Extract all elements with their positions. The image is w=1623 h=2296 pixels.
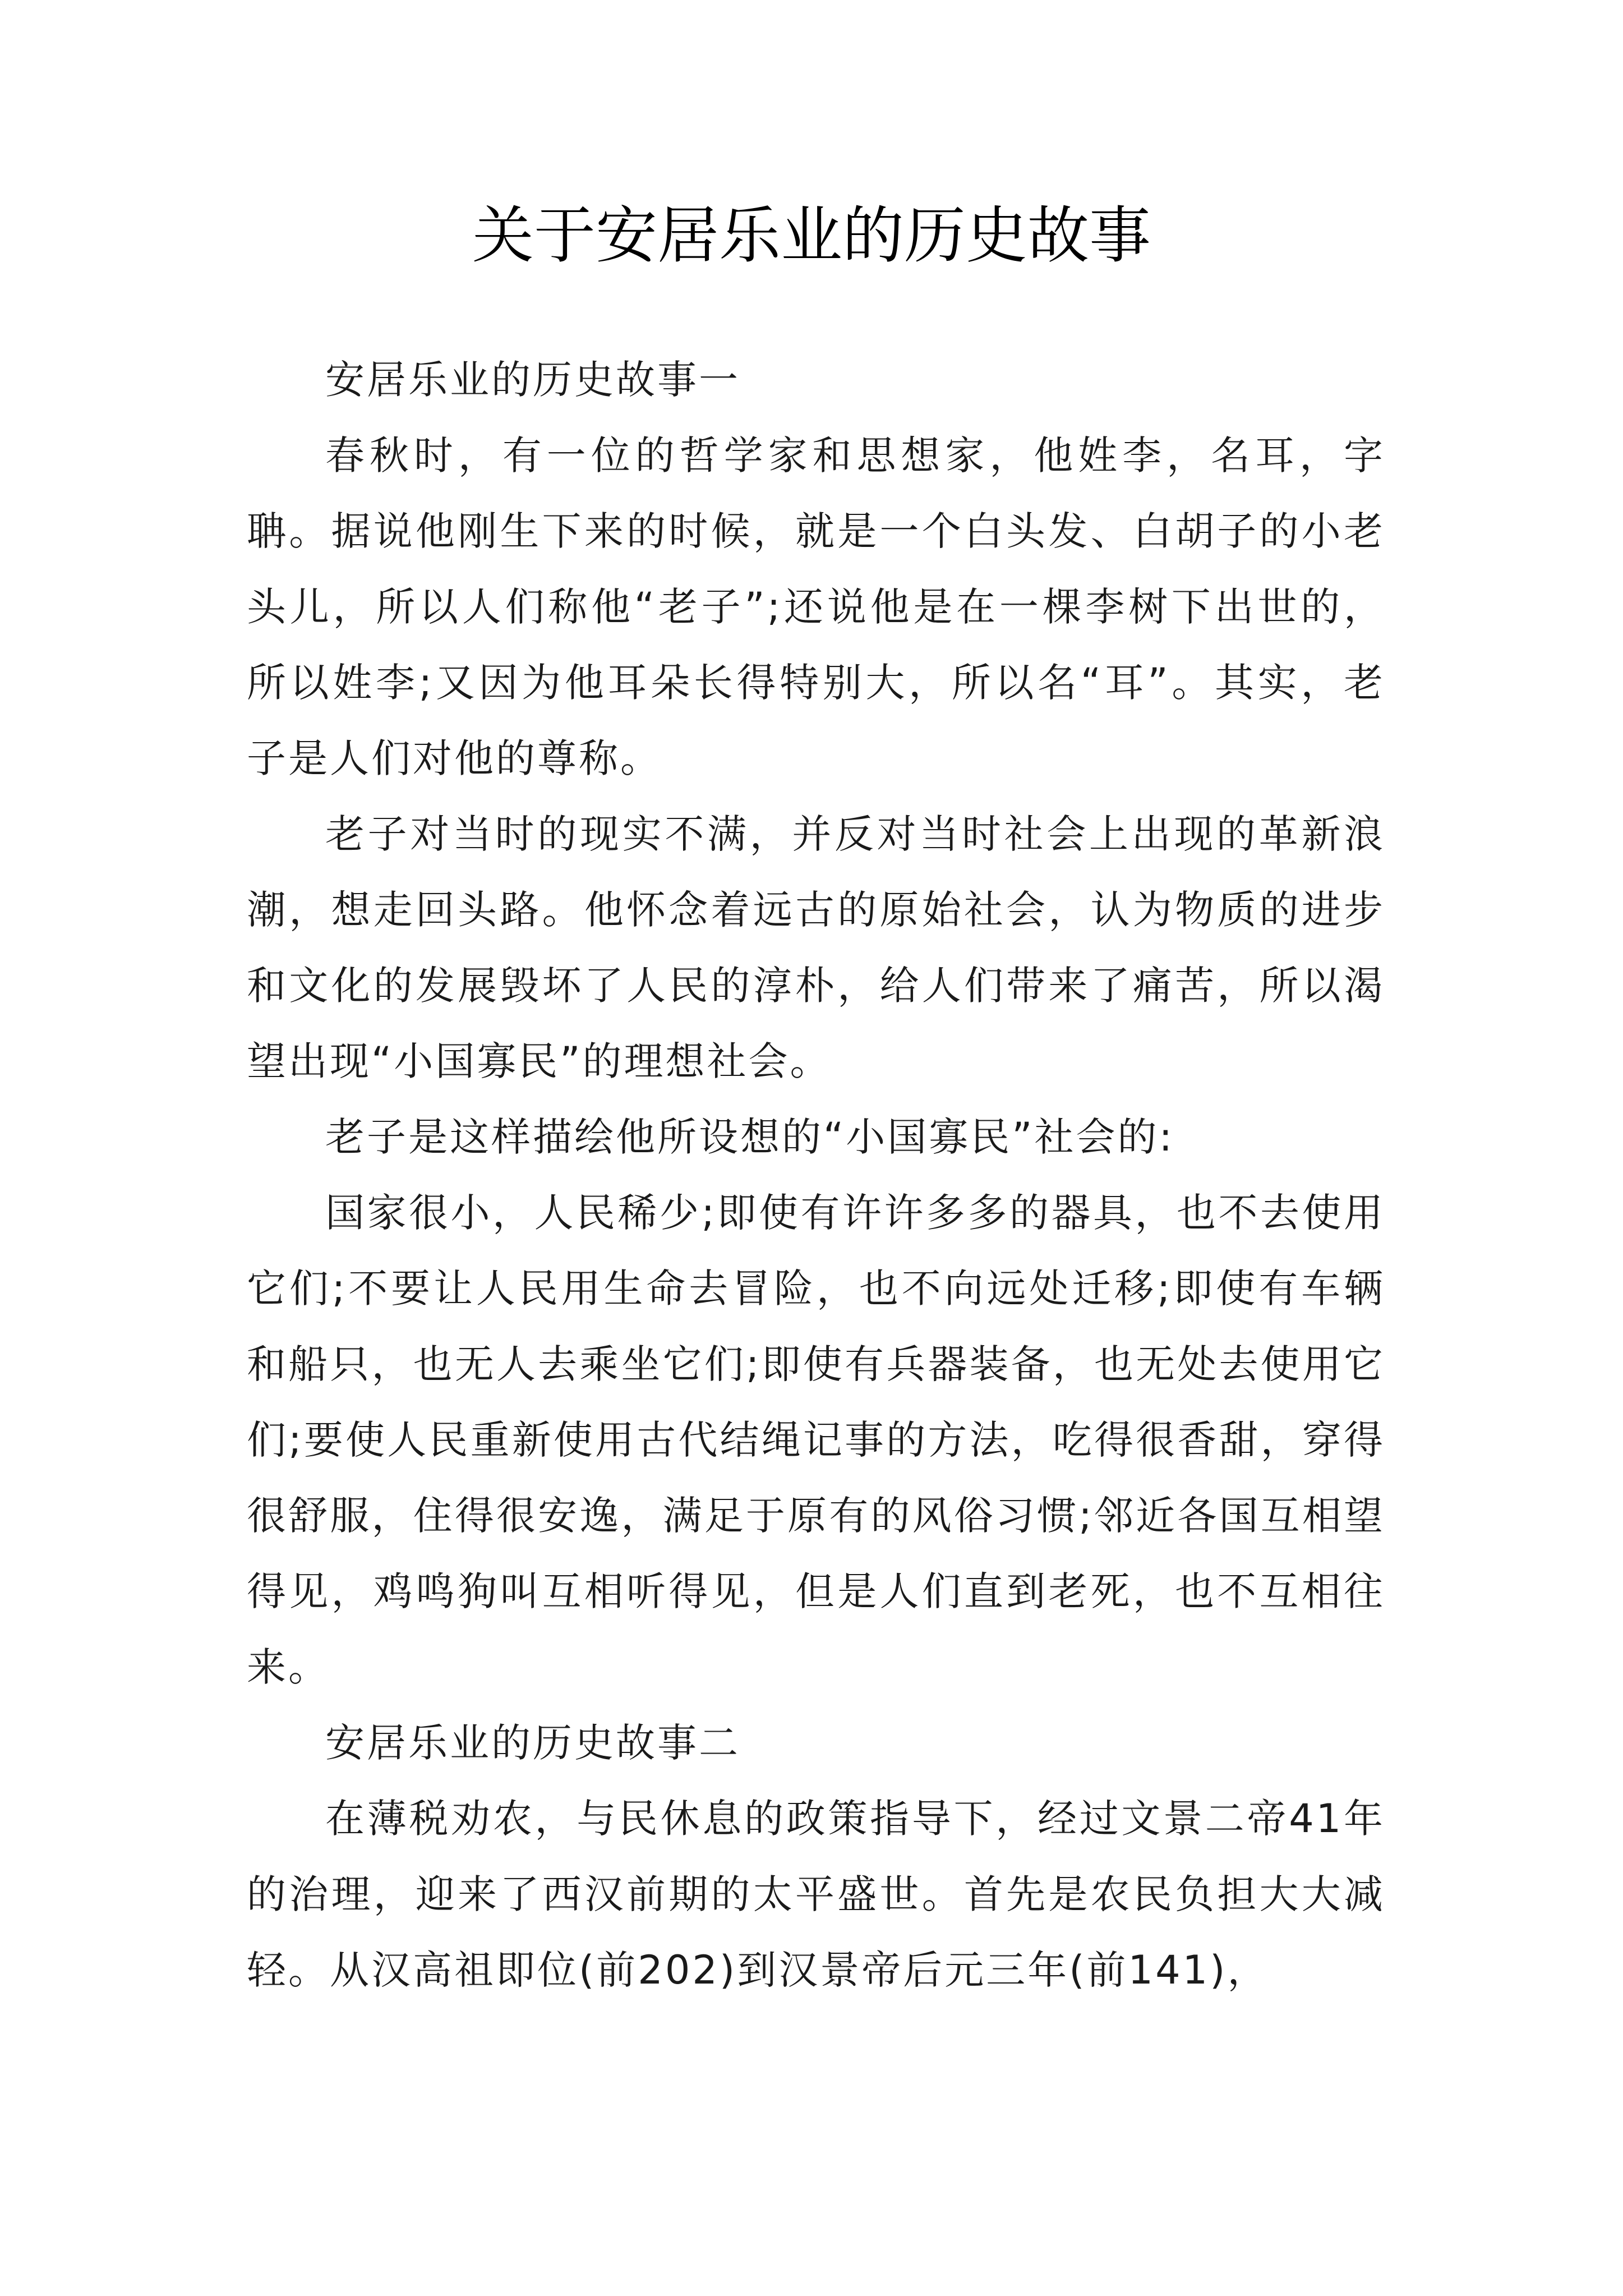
section-heading-two: 安居乐业的历史故事二: [325, 1720, 740, 1766]
paragraph: 老子是这样描绘他所设想的“小国寡民”社会的:: [325, 1114, 1175, 1160]
paragraph: 国家很小，人民稀少;即使有许许多多的器具，也不去使用它们;不要让人民用生命去冒险，也不向远处迁移;即使有车辆和船只，也无人去乘坐它们;即使有兵器装备，也无处去使用它们;要使人民重新使用古代结绳记事的方法，吃得很香甜，穿得很舒服，住得很安逸，满足于原有的风俗习惯;邻近各国互相望得见，鸡鸣狗叫互相听得见，但是人们直到老死，也不互相往来。: [247, 1190, 1385, 1690]
document-body: [247, 342, 1385, 2008]
document-title: 关于安居乐业的历史故事: [472, 200, 1151, 272]
paragraph: 在薄税劝农，与民休息的政策指导下，经过文景二帝41年的治理，迎来了西汉前期的太平盛世。首先是农民负担大大减轻。从汉高祖即位(前202)到汉景帝后元三年(前141)，: [247, 1796, 1385, 1993]
paragraph: 老子对当时的现实不满，并反对当时社会上出现的革新浪潮，想走回头路。他怀念着远古的原始社会，认为物质的进步和文化的发展毁坏了人民的淳朴，给人们带来了痛苦，所以渴望出现“小国寡民”的理想社会。: [247, 811, 1385, 1084]
section-heading-one: 安居乐业的历史故事一: [325, 357, 740, 403]
paragraph: 春秋时，有一位的哲学家和思想家，他姓李，名耳，字聃。据说他刚生下来的时候，就是一个白头发、白胡子的小老头儿，所以人们称他“老子”;还说他是在一棵李树下出世的，所以姓李;又因为他耳朵长得特别大，所以名“耳”。其实，老子是人们对他的尊称。: [247, 432, 1385, 781]
